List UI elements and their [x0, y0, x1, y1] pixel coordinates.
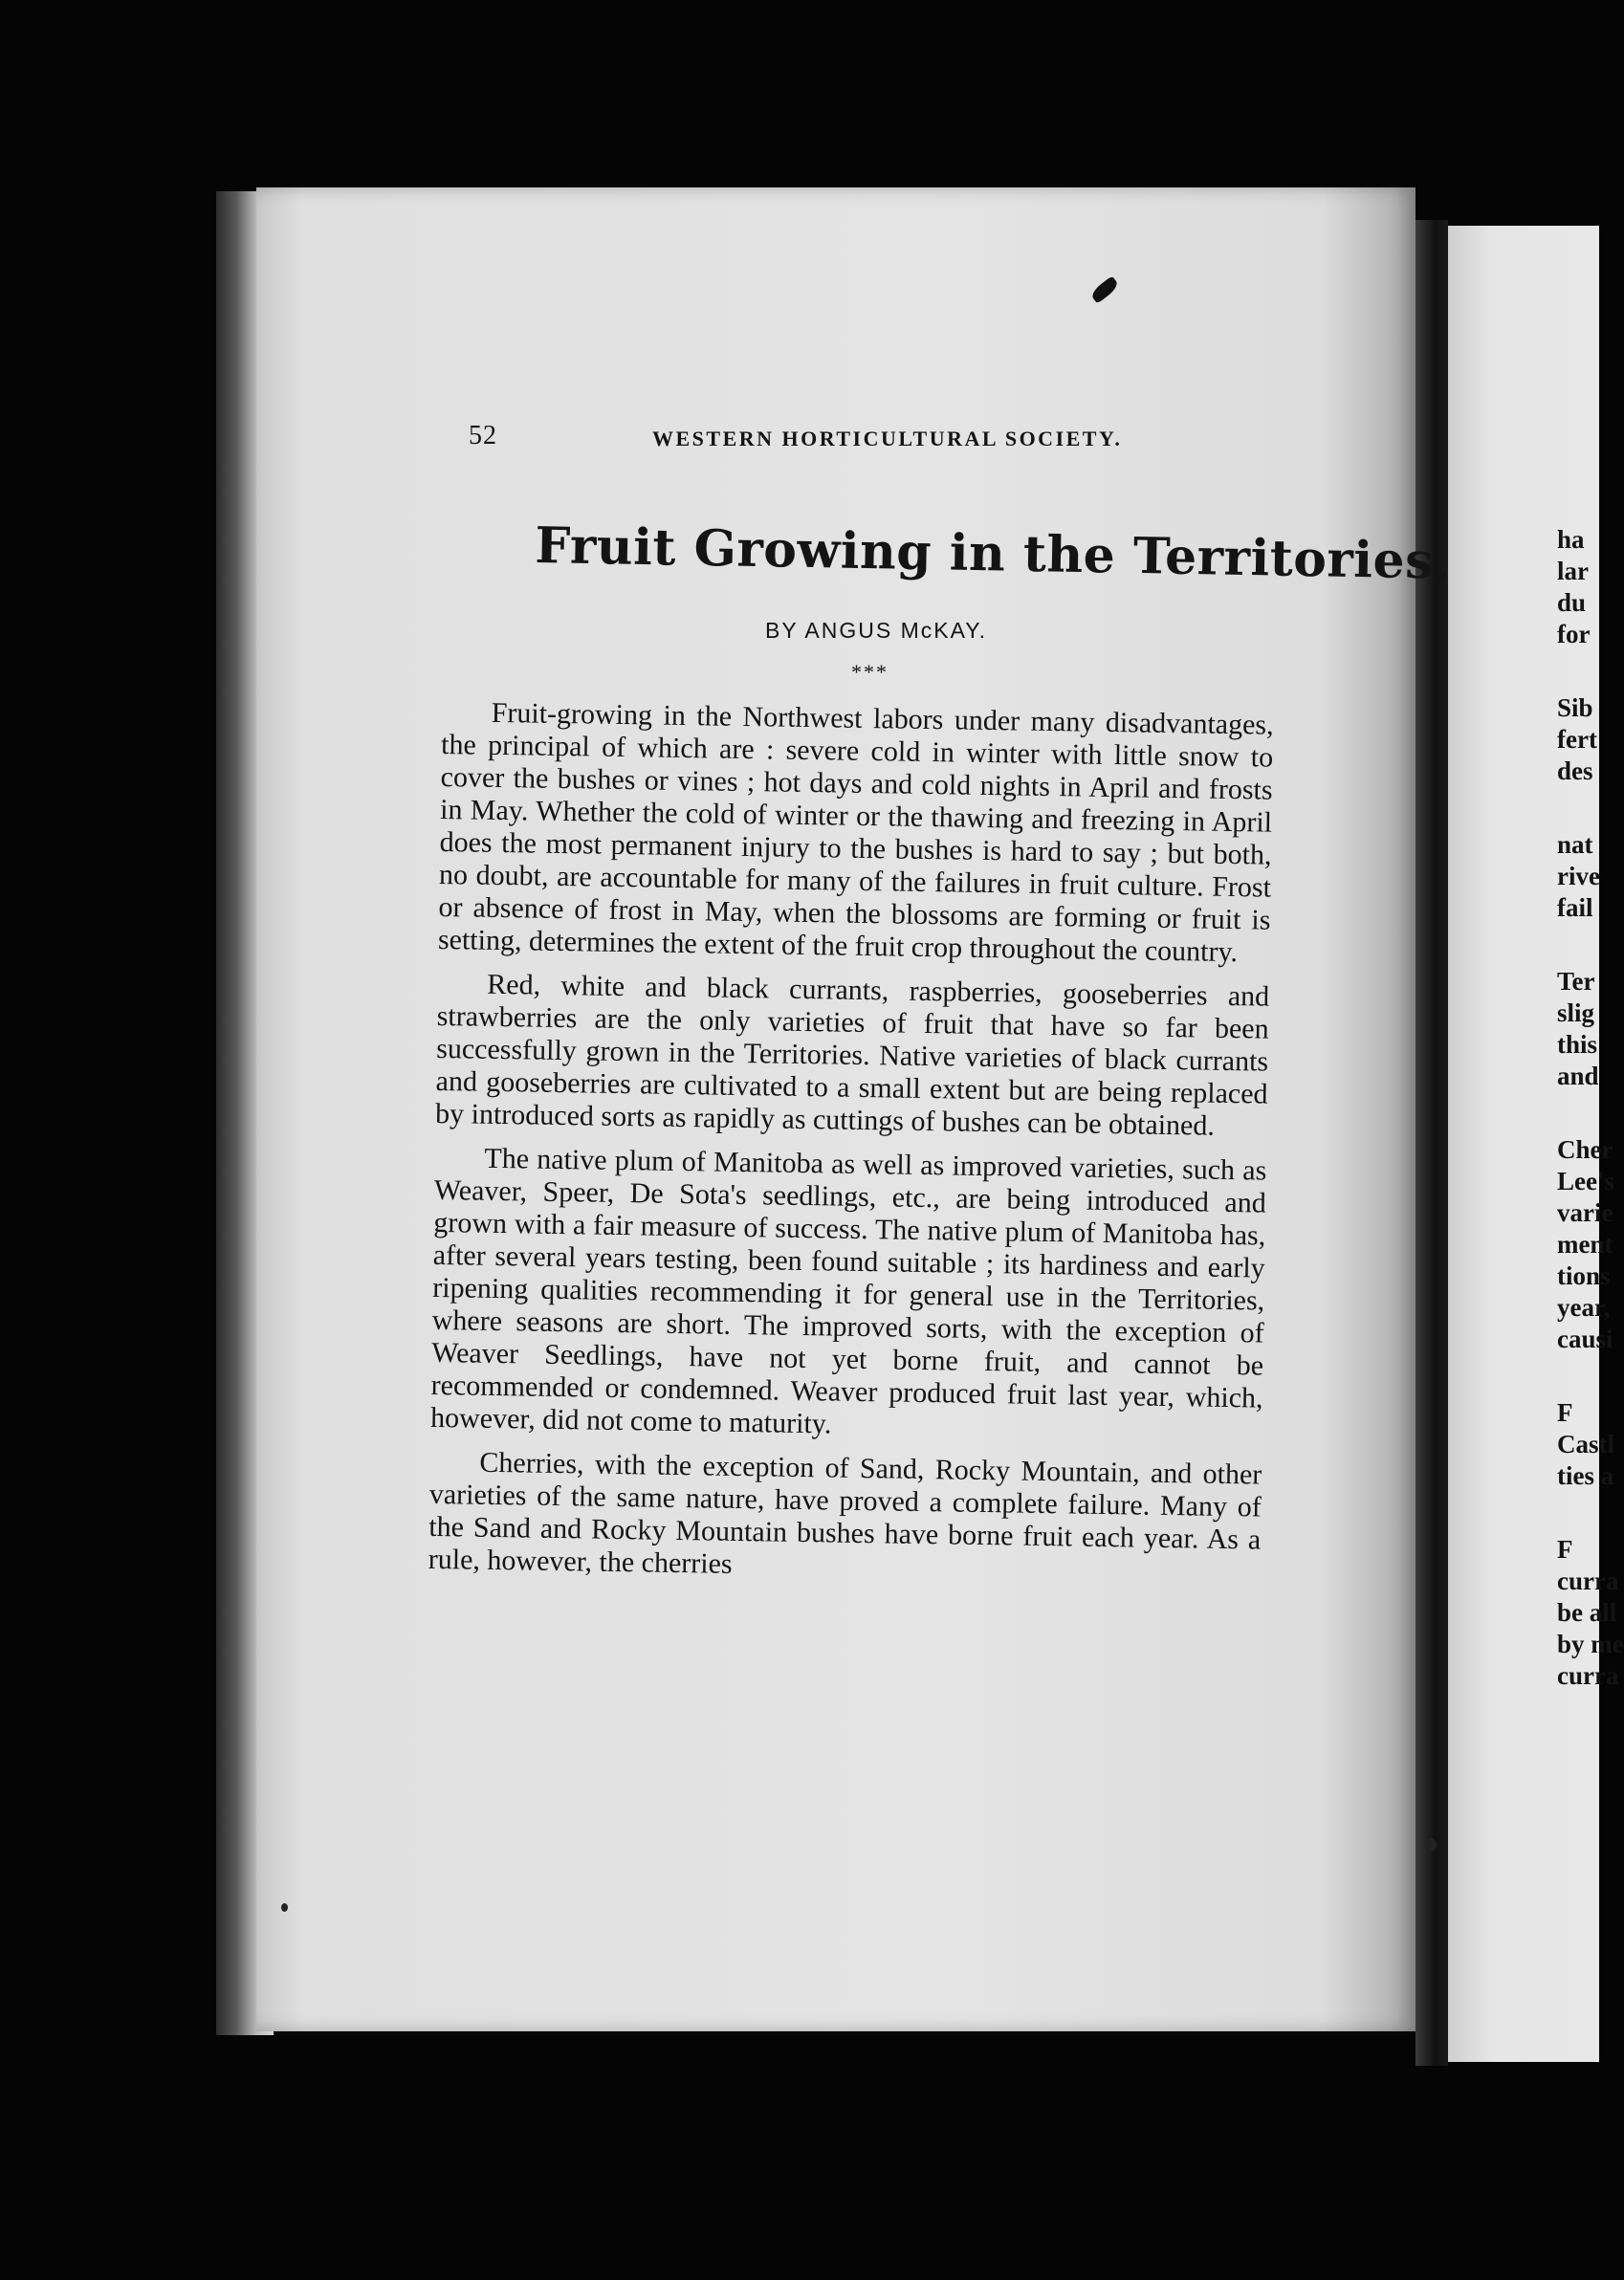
facing-line: lar — [1557, 557, 1589, 585]
body-paragraph: Fruit-growing in the Northwest labors under many disadvantages, the principal of which are : severe cold in winter with little snow to cover the bushes or vines ; hot days and cold nights in April and frosts in May. Whether the cold of winter or the thawing and freezing in April does the most permanent injury to the bushes is hard to say ; but both, no doubt, are accountable for many of the failures in fruit culture. Frost or absence of frost in May, when the blossoms are forming or fruit is setting, determines the extent of the fruit crop throughout the country. — [437, 696, 1274, 969]
facing-line: nat — [1557, 830, 1593, 859]
facing-line: rive — [1557, 862, 1600, 890]
facing-gap — [1557, 1355, 1599, 1397]
facing-line: curra — [1557, 1661, 1619, 1690]
facing-line: des — [1557, 756, 1593, 785]
facing-line: tions — [1557, 1261, 1611, 1290]
body-paragraph: The native plum of Manitoba as well as improved varieties, such as Weaver, Speer, De Sota's seedlings, etc., are being introduced and grown with a fair measure of success. The native plum of Manitoba has, after several years testing, been found suitable ; its hardiness and early ripening qualities recommending it for general use in the Territories, where seasons are short. The improved sorts, with the exception of Weaver Seedlings, have not yet borne fruit, and cannot be recommended or condemned. Weaver produced fruit last year, which, however, did not come to maturity. — [429, 1142, 1267, 1440]
facing-line: du — [1557, 588, 1587, 617]
facing-line: for — [1557, 620, 1591, 648]
facing-line: ha — [1557, 525, 1585, 554]
facing-line: varie — [1557, 1198, 1613, 1227]
facing-line: ties a — [1557, 1461, 1614, 1490]
article-title: Fruit Growing in the Territories. — [534, 516, 1453, 591]
facing-line: Cher — [1557, 1135, 1613, 1164]
facing-line: and — [1557, 1062, 1599, 1090]
body-paragraph: Red, white and black currants, raspberries, gooseberries and strawberries are the only varieties of fruit that have so far been successfully grown in the Territories. Native varieties of black currants and gooseberries are cultivated to a small extent but are being replaced by introduced sorts as rapidly as cuttings of bushes can be obtained. — [434, 968, 1270, 1142]
facing-line: causi — [1557, 1325, 1613, 1353]
running-head-title: WESTERN HORTICULTURAL SOCIETY. — [652, 427, 1123, 450]
page-number: 52 — [469, 421, 497, 450]
facing-line: Lee's — [1557, 1167, 1614, 1195]
page-speck — [281, 1903, 288, 1912]
article-body — [428, 696, 1274, 1601]
facing-line: be all — [1557, 1598, 1617, 1627]
facing-line: F — [1557, 1398, 1573, 1427]
section-ornament: *** — [851, 660, 889, 684]
facing-line: fert — [1557, 725, 1597, 754]
facing-line: by me — [1557, 1630, 1624, 1658]
facing-gap — [1557, 787, 1599, 829]
facing-gap — [1557, 1492, 1599, 1534]
facing-line: Ter — [1557, 967, 1595, 996]
facing-line: Castl — [1557, 1430, 1614, 1458]
article-byline: BY ANGUS McKAY. — [765, 618, 987, 643]
facing-page-text — [1557, 524, 1624, 1692]
facing-line: F — [1557, 1535, 1573, 1564]
facing-gap — [1557, 1092, 1599, 1134]
page-speck — [1425, 1838, 1437, 1852]
facing-line: this — [1557, 1030, 1598, 1059]
book-gutter — [1416, 220, 1448, 2066]
facing-gap — [1557, 650, 1599, 692]
facing-line: slig — [1557, 998, 1595, 1027]
facing-line: ment — [1557, 1230, 1613, 1259]
facing-line: fail — [1557, 893, 1593, 922]
body-paragraph: Cherries, with the exception of Sand, Rocky Mountain, and other varieties of the same nature, have proved a complete failure. Many of the Sand and Rocky Mountain bushes have borne fruit each year. As a rule, however, the cherries — [428, 1446, 1262, 1580]
facing-line: curra — [1557, 1567, 1619, 1595]
facing-line: year, — [1557, 1293, 1611, 1322]
facing-gap — [1557, 924, 1599, 966]
facing-line: Sib — [1557, 693, 1593, 722]
running-head — [469, 421, 1329, 459]
